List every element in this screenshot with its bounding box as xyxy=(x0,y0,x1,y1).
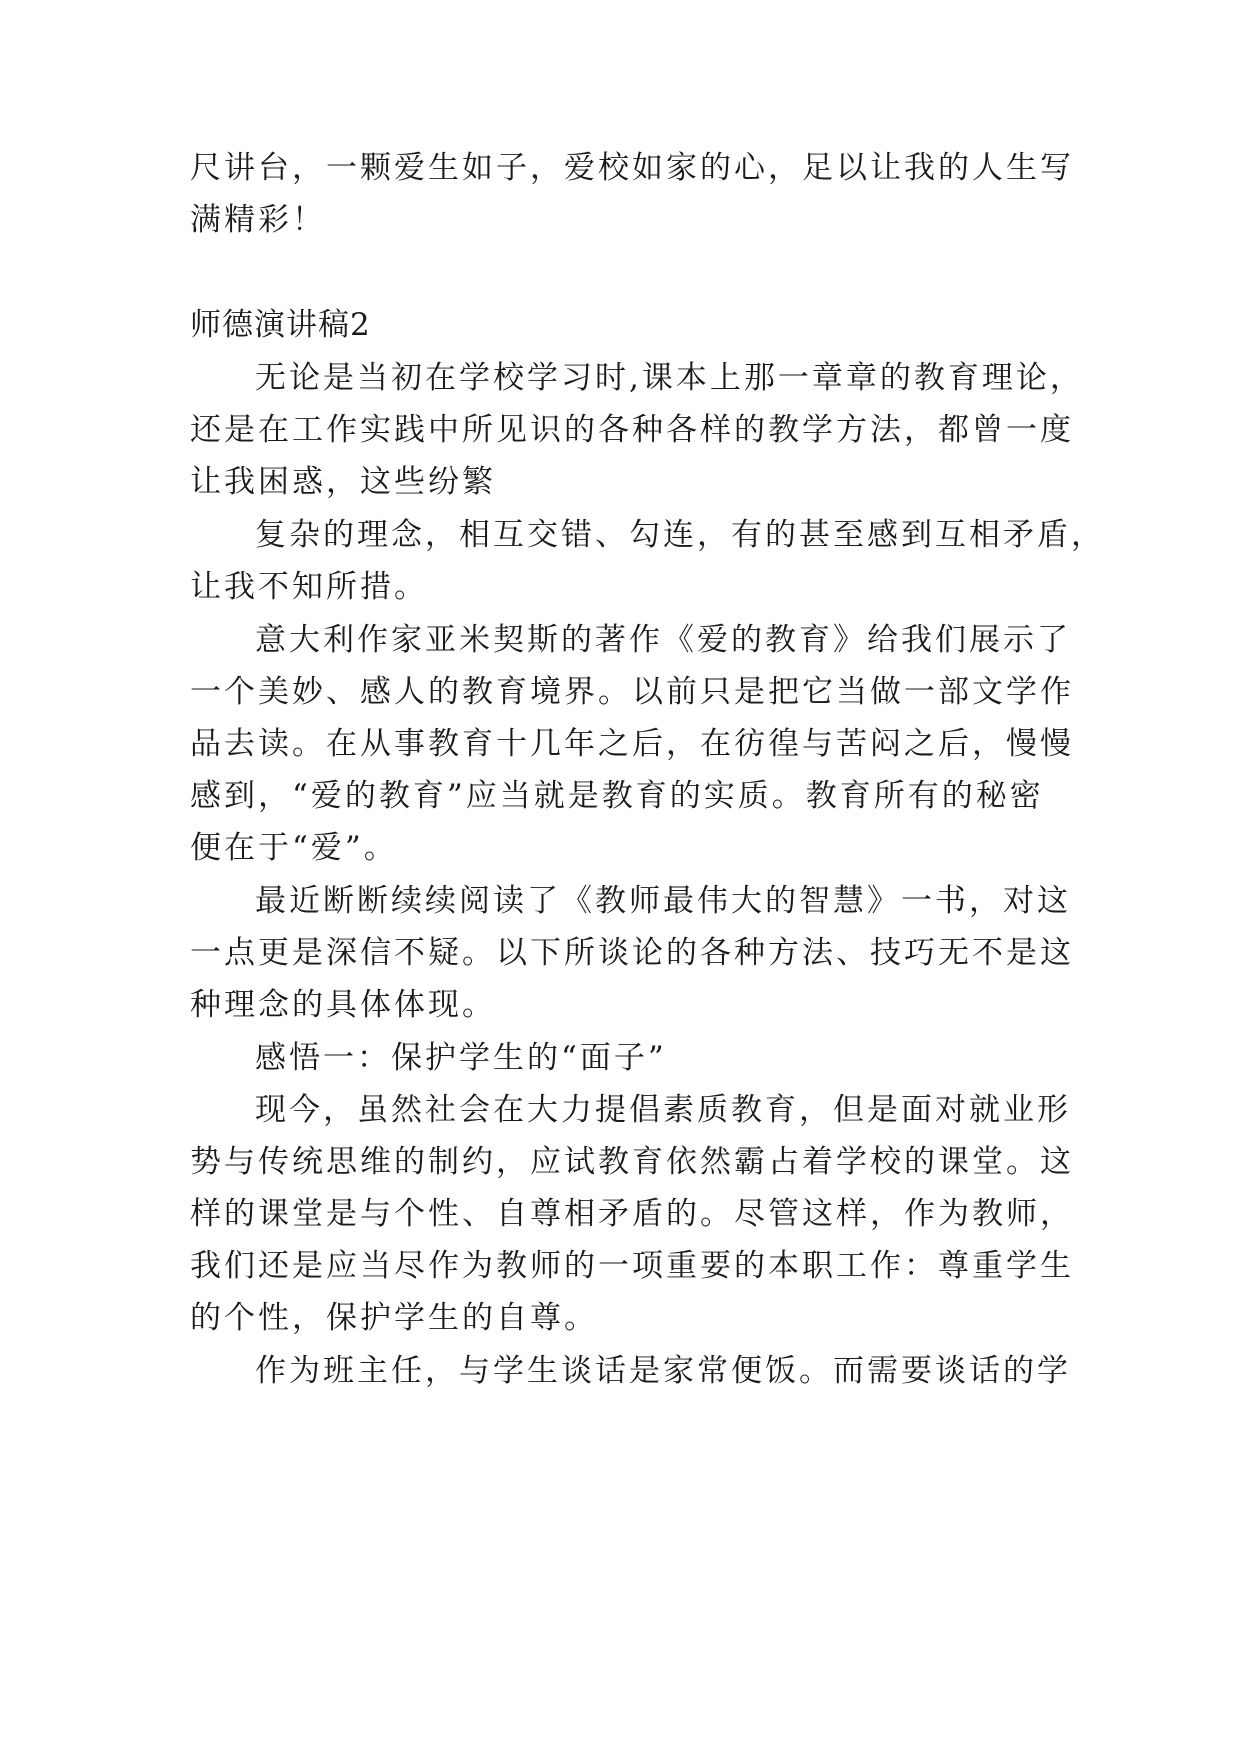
text-line: 品去读。在从事教育十几年之后，在彷徨与苦闷之后，慢慢 xyxy=(190,726,1074,762)
section-heading: 师德演讲稿2 xyxy=(190,307,371,343)
paragraph-first-line: 意大利作家亚米契斯的著作《爱的教育》给我们展示了 xyxy=(255,622,1071,658)
text-line: 便在于“爱”。 xyxy=(190,830,398,866)
text-line: 还是在工作实践中所见识的各种各样的教学方法，都曾一度 xyxy=(190,412,1074,448)
text-line: 让我困惑，这些纷繁 xyxy=(190,464,496,500)
text-line: 一个美妙、感人的教育境界。以前只是把它当做一部文学作 xyxy=(190,674,1074,710)
text-line: 尺讲台，一颗爱生如子，爱校如家的心，足以让我的人生写 xyxy=(190,150,1074,186)
subheading: 感悟一：保护学生的“面子” xyxy=(255,1040,667,1076)
text-line: 种理念的具体体现。 xyxy=(190,987,496,1023)
paragraph-first-line: 作为班主任，与学生谈话是家常便饭。而需要谈话的学 xyxy=(255,1353,1071,1389)
text-line: 一点更是深信不疑。以下所谈论的各种方法、技巧无不是这 xyxy=(190,935,1074,971)
paragraph-first-line: 复杂的理念，相互交错、勾连，有的甚至感到互相矛盾， xyxy=(255,517,1105,553)
paragraph-first-line: 无论是当初在学校学习时,课本上那一章章的教育理论， xyxy=(255,360,1084,396)
text-line: 势与传统思维的制约，应试教育依然霸占着学校的课堂。这 xyxy=(190,1144,1074,1180)
text-line: 感到，“爱的教育”应当就是教育的实质。教育所有的秘密 xyxy=(190,778,1044,814)
text-line: 满精彩！ xyxy=(190,202,326,238)
text-line: 让我不知所措。 xyxy=(190,569,428,605)
paragraph-first-line: 最近断断续续阅读了《教师最伟大的智慧》一书，对这 xyxy=(255,883,1071,919)
text-line: 我们还是应当尽作为教师的一项重要的本职工作：尊重学生 xyxy=(190,1248,1074,1284)
text-line: 的个性，保护学生的自尊。 xyxy=(190,1300,598,1336)
text-line: 样的课堂是与个性、自尊相矛盾的。尽管这样，作为教师， xyxy=(190,1196,1074,1232)
paragraph-first-line: 现今，虽然社会在大力提倡素质教育，但是面对就业形 xyxy=(255,1092,1071,1128)
